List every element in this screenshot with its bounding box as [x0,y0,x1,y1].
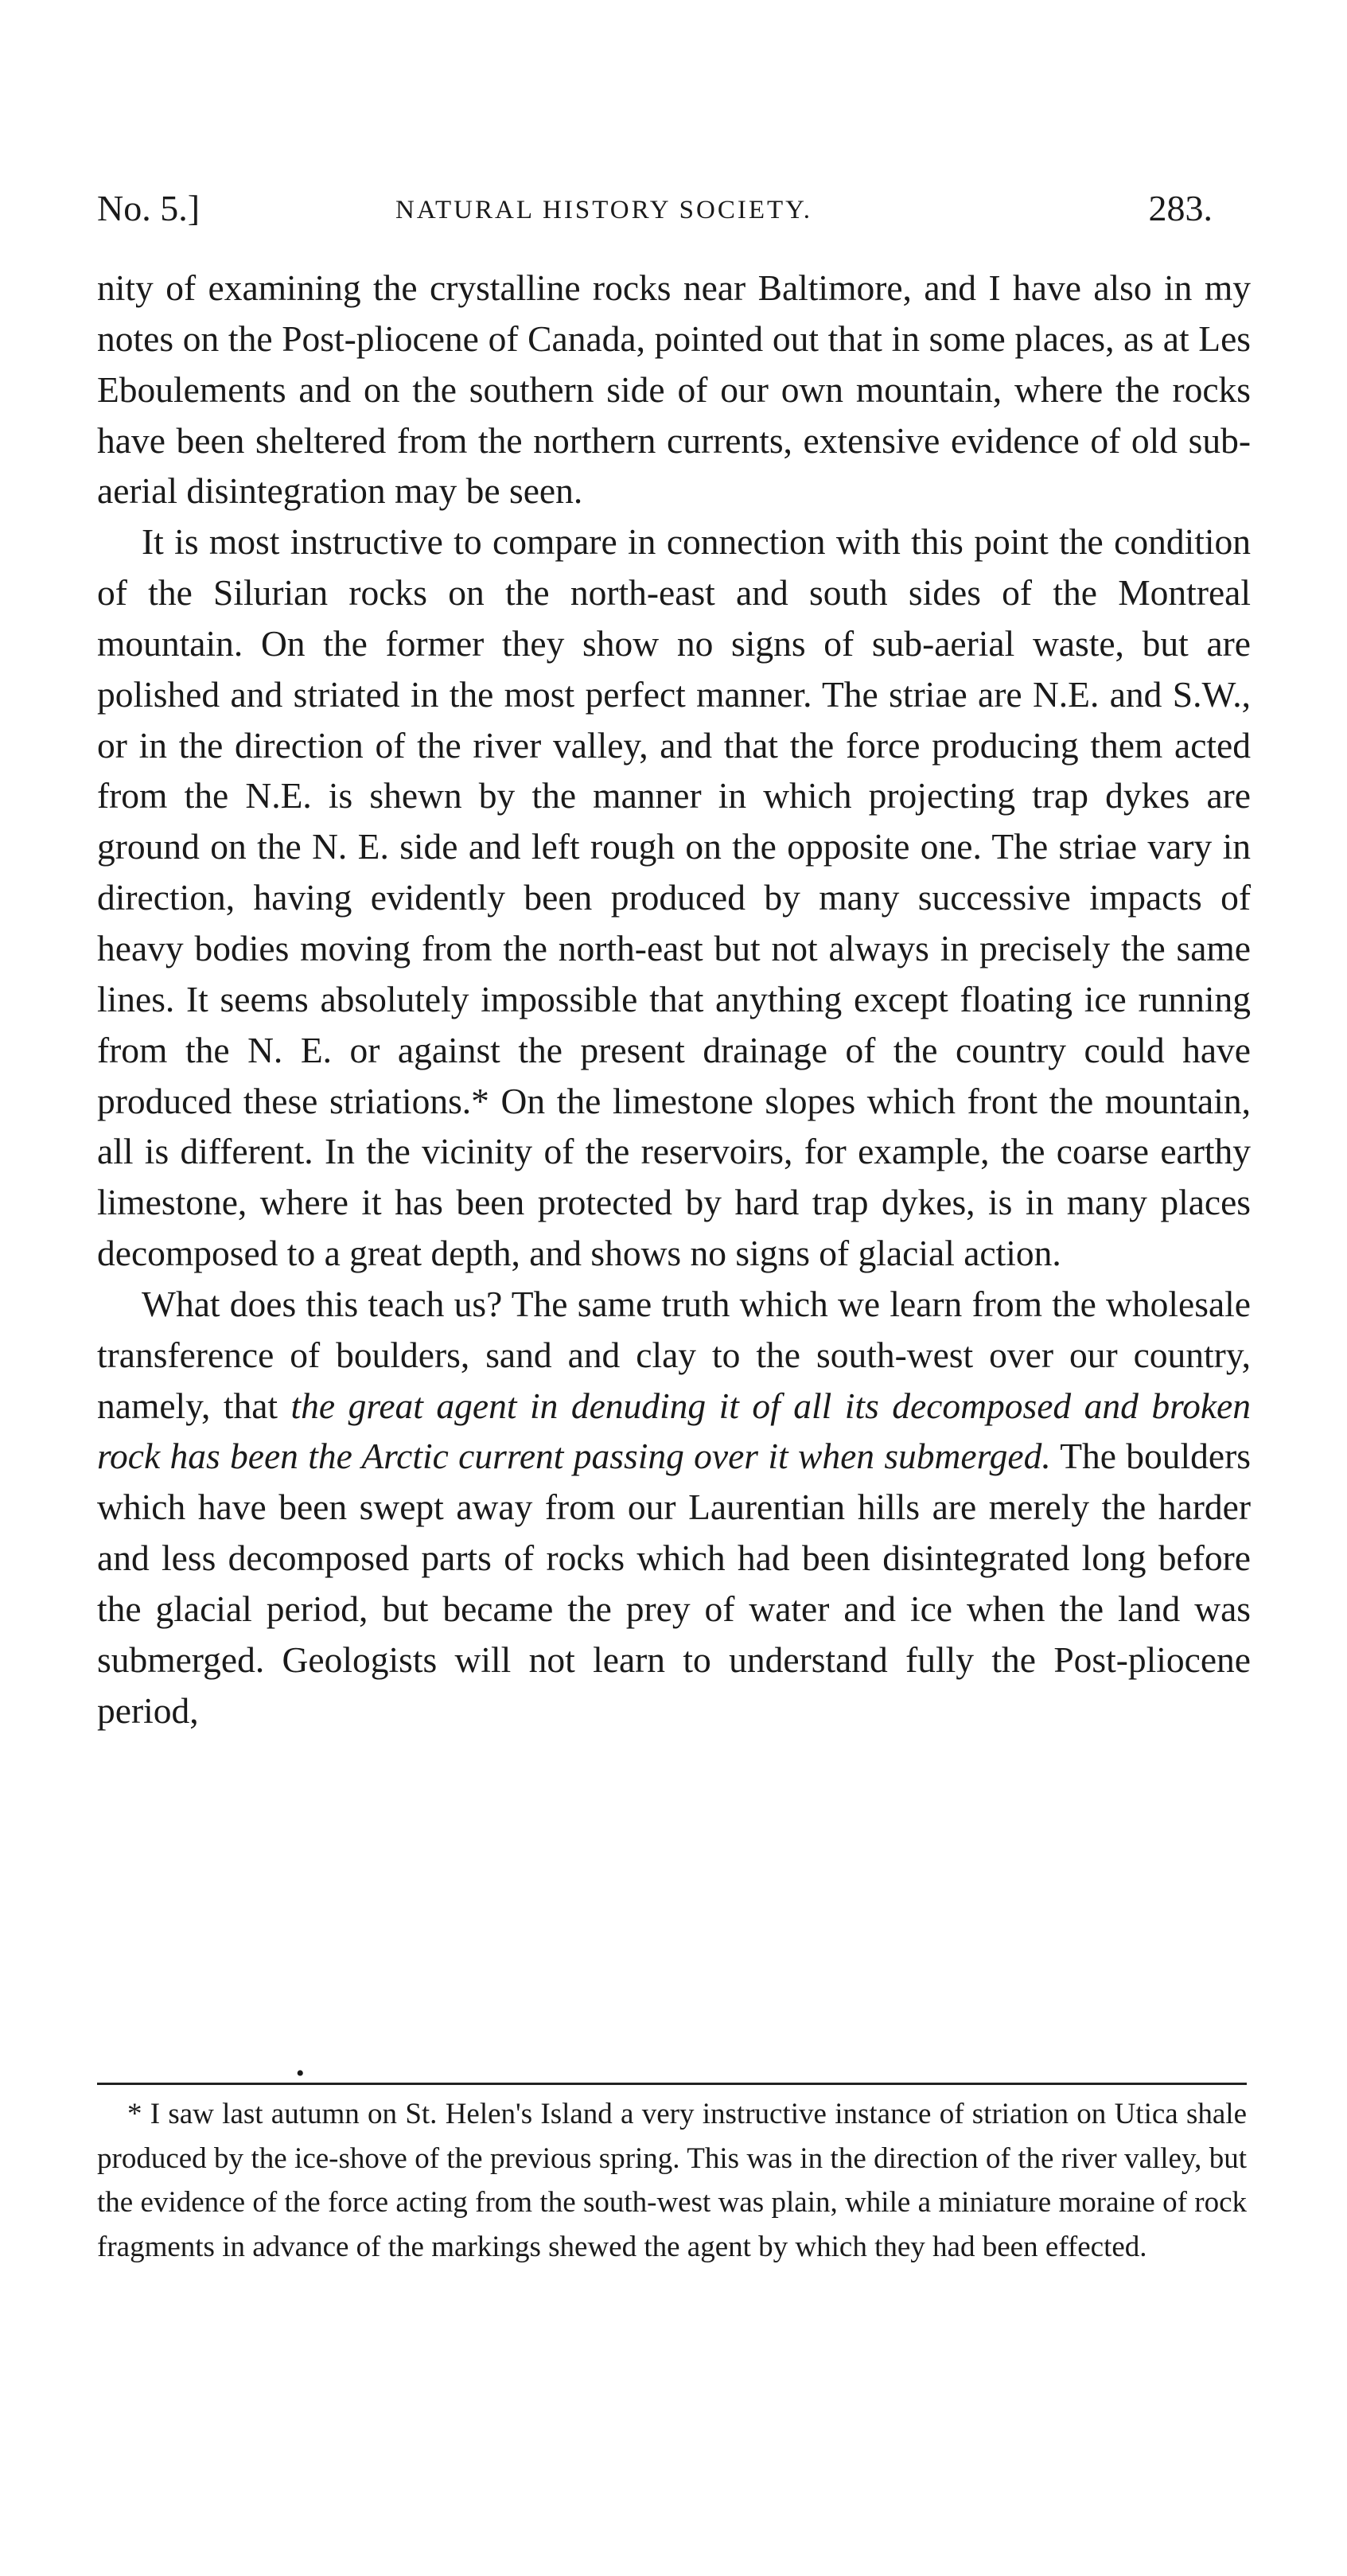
page-number: 283. [1148,188,1213,228]
issue-number: No. 5.] [97,188,200,228]
paragraph-3-end: The boulders which have been swept away from our Laurentian hills are merely the harder and less decomposed parts of rocks which had been disintegrated long before the glacial period, but became the prey of water and ice when the land was submerged. Geologists will not learn to understand fully the Post-pliocene period, [97,1436,1251,1731]
paragraph-what-does-this-teach [97,1279,1251,1736]
footnote-rule [97,2083,1247,2085]
italic-emphasis: the great agent in denuding it of all its decomposed and broken rock has been the Arctic current passing over it when submerged. [97,1385,1252,1477]
rule-ornament: • [296,2060,305,2087]
running-head [97,185,1227,232]
journal-title: NATURAL HISTORY SOCIETY. [395,196,812,224]
paragraph-continued: nity of examining the crystalline rocks near Baltimore, and I have also in my notes on the Post-pliocene of Canada, pointed out that in some places, as at Les Eboulements and on the southern side of our own mountain, where the rocks have been sheltered from the northern currents, extensive evidence of old sub-aerial disintegration may be seen. [97,267,1251,512]
main-text [97,263,1251,1736]
footnote: * I saw last autumn on St. Helen's Island a very instructive instance of striation on Utica shale produced by the ice-shove of the previous spring. This was in the direction of the river valley, but the evidence of the force acting from the south-west was plain, while a miniature moraine of rock fragments in advance of the markings shewed the agent by which they had been effected. [97,2098,1247,2263]
paragraph-3-start: What does this teach us? The same truth which we learn from the wholesale transference of boulders, sand and clay to the south-west over our country, namely, that [97,1283,1251,1426]
paragraph-silurian-rocks: It is most instructive to compare in connection with this point the condition of the Silurian rocks on the north-east and south sides of the Montreal mountain. On the former they show no signs of sub-aerial waste, but are polished and striated in the most perfect manner. The striae are N.E. and S.W., or in the direction of the river valley, and that the force producing them acted from the N.E. is shewn by the manner in which projecting trap dykes are ground on the N. E. side and left rough on the opposite one. The striae vary in direction, having evidently been produced by many successive impacts of heavy bodies moving from the north-east but not always in precisely the same lines. It seems absolutely impossible that anything except floating ice running from the N. E. or against the present drainage of the country could have produced these striations.* On the limestone slopes which front the mountain, all is different. In the vicinity of the reservoirs, for example, the coarse earthy limestone, where it has been protected by hard trap dykes, is in many places decomposed to a great depth, and shows no signs of glacial action. [97,521,1251,1274]
